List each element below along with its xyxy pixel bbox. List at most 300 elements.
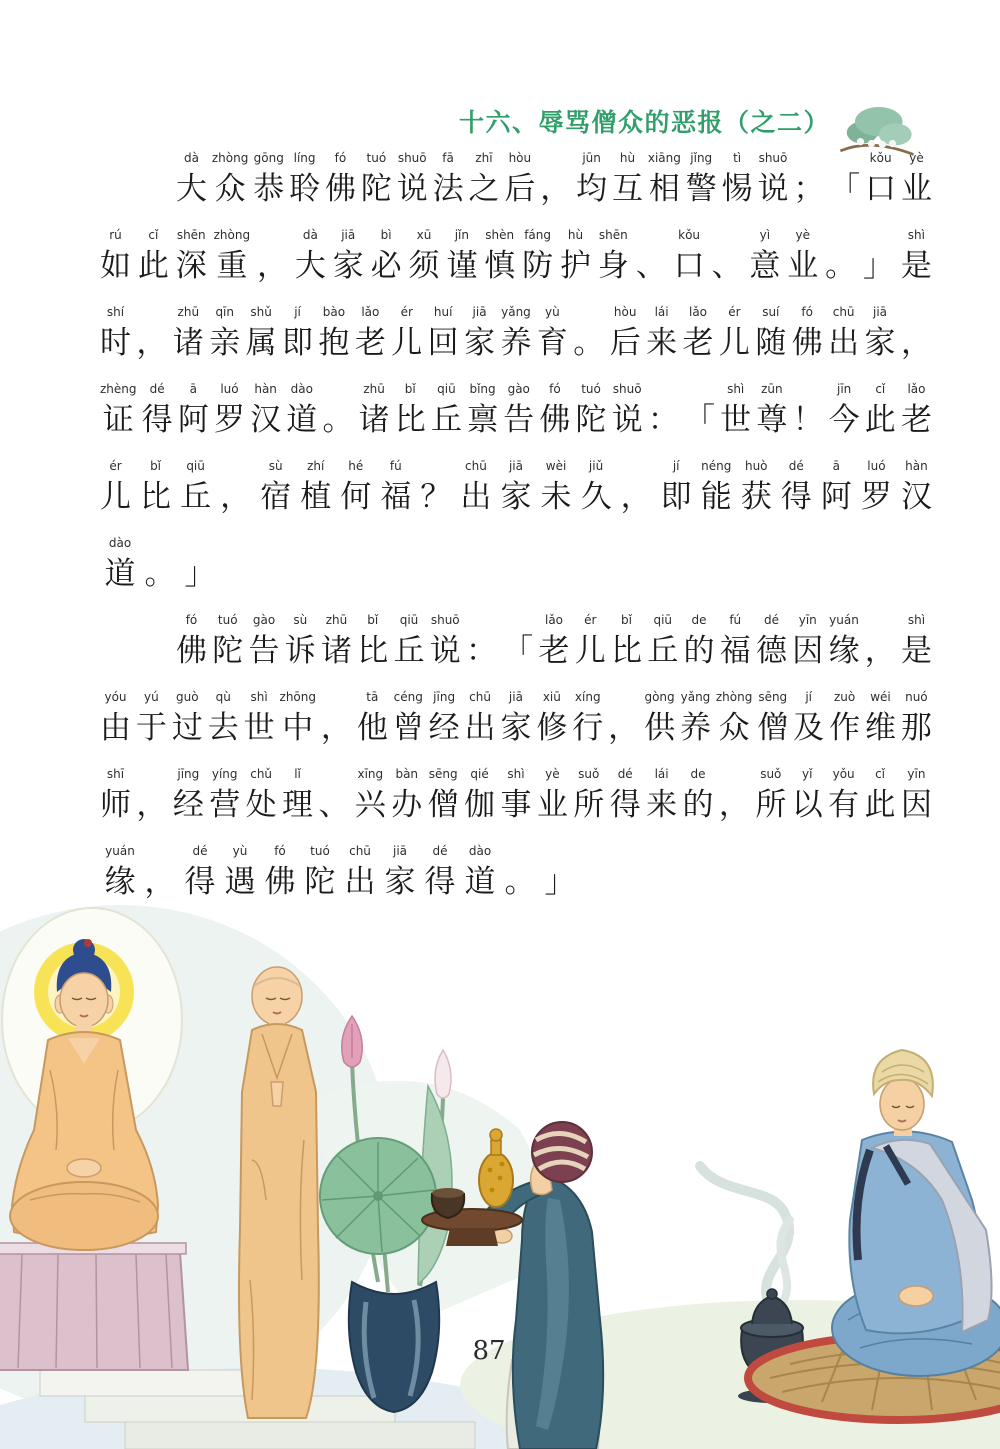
hanzi-character: 老: [682, 325, 714, 361]
hanzi-character: 陀: [360, 171, 392, 207]
hanzi-character: ，: [256, 248, 288, 284]
hanzi-character: 作: [829, 710, 861, 746]
hanzi-character: 福: [380, 479, 412, 515]
hanzi-with-pinyin: [610, 766, 641, 828]
hanzi-with-pinyin: [209, 766, 240, 828]
pinyin-annotation: zhū: [177, 305, 200, 319]
pinyin-annotation: shì: [250, 690, 268, 704]
pinyin-annotation: suǒ: [760, 767, 782, 781]
hanzi-with-pinyin: [560, 227, 591, 289]
hanzi-with-pinyin: [901, 766, 932, 828]
pinyin-annotation: hù: [619, 151, 636, 165]
hanzi-character: 家: [500, 710, 532, 746]
hanzi-character: 。: [825, 248, 857, 284]
hanzi-with-pinyin: [428, 304, 459, 366]
text-line: [100, 612, 932, 689]
pinyin-annotation: jīng: [177, 767, 200, 781]
hanzi-character: 证: [102, 402, 134, 438]
pinyin-annotation: xiū: [542, 690, 561, 704]
pinyin-annotation: qié: [470, 767, 489, 781]
hanzi-character: 他: [356, 710, 388, 746]
hanzi-character: 佛: [539, 402, 571, 438]
hanzi-character: 大: [294, 248, 326, 284]
hanzi-character: 出: [828, 325, 860, 361]
pinyin-annotation: xū: [416, 228, 432, 242]
hanzi-character: 因: [792, 633, 824, 669]
pinyin-annotation: dào: [290, 382, 313, 396]
hanzi-with-pinyin: [280, 689, 316, 751]
hanzi-with-pinyin: [138, 227, 169, 289]
pinyin-annotation: hàn: [254, 382, 277, 396]
hanzi-character: 修: [536, 710, 568, 746]
hanzi-with-pinyin: [504, 150, 535, 212]
hanzi-character: 业: [900, 171, 932, 207]
hanzi-character: 聆: [289, 171, 321, 207]
pinyin-annotation: tuó: [310, 844, 330, 858]
pinyin-annotation: chū: [465, 459, 487, 473]
punctuation-mark: [140, 843, 180, 905]
hanzi-with-pinyin: [572, 689, 603, 751]
pinyin-annotation: fó: [185, 613, 198, 627]
hanzi-character: 何: [340, 479, 372, 515]
pinyin-annotation: luó: [220, 382, 239, 396]
hanzi-with-pinyin: [467, 381, 498, 443]
hanzi-character: 告: [248, 633, 280, 669]
punctuation-mark: [719, 766, 750, 828]
pinyin-annotation: fó: [334, 151, 347, 165]
hanzi-with-pinyin: [176, 612, 207, 674]
pinyin-annotation: chū: [349, 844, 371, 858]
hanzi-character: 以: [791, 787, 823, 823]
pinyin-annotation: jí: [805, 690, 812, 704]
hanzi-with-pinyin: [755, 304, 786, 366]
hanzi-with-pinyin: [757, 689, 788, 751]
hanzi-character: 诸: [358, 402, 390, 438]
hanzi-with-pinyin: [464, 766, 495, 828]
pinyin-annotation: yíng: [211, 767, 238, 781]
pinyin-annotation: hé: [348, 459, 364, 473]
punctuation-mark: [711, 227, 742, 289]
hanzi-with-pinyin: [720, 381, 751, 443]
hanzi-character: 此: [864, 787, 896, 823]
pinyin-annotation: fā: [442, 151, 454, 165]
hanzi-with-pinyin: [142, 381, 173, 443]
hanzi-character: 「: [684, 402, 716, 438]
hanzi-with-pinyin: [100, 766, 131, 828]
pinyin-annotation: zhòng: [213, 228, 251, 242]
pinyin-annotation: shēn: [176, 228, 206, 242]
hanzi-character: 口: [865, 171, 897, 207]
pinyin-annotation: gōng: [253, 151, 284, 165]
punctuation-mark: [684, 381, 715, 443]
hanzi-character: 说: [611, 402, 643, 438]
text-line: [100, 381, 932, 458]
pinyin-annotation: yīn: [907, 767, 926, 781]
hanzi-with-pinyin: [901, 227, 932, 289]
hanzi-with-pinyin: [100, 381, 137, 443]
hanzi-character: 获: [740, 479, 772, 515]
hanzi-with-pinyin: [701, 458, 732, 520]
hanzi-with-pinyin: [250, 381, 281, 443]
hanzi-with-pinyin: [295, 227, 326, 289]
hanzi-with-pinyin: [429, 689, 460, 751]
hanzi-with-pinyin: [253, 150, 284, 212]
hanzi-character: ：: [466, 633, 497, 669]
hanzi-with-pinyin: [355, 766, 386, 828]
pinyin-annotation: jiā: [341, 228, 356, 242]
hanzi-with-pinyin: [391, 766, 422, 828]
hanzi-with-pinyin: [249, 612, 280, 674]
punctuation-mark: [901, 304, 932, 366]
text-line: [100, 458, 932, 535]
pinyin-annotation: sēng: [758, 690, 788, 704]
punctuation-mark: [825, 227, 856, 289]
hanzi-character: 罗: [213, 402, 245, 438]
hanzi-character: 得: [424, 864, 456, 900]
hanzi-character: 。: [573, 325, 605, 361]
hanzi-character: 养: [679, 710, 711, 746]
pinyin-annotation: yú: [144, 690, 159, 704]
hanzi-with-pinyin: [792, 612, 823, 674]
hanzi-with-pinyin: [395, 381, 426, 443]
pinyin-annotation: zhī: [475, 151, 493, 165]
hanzi-character: 于: [135, 710, 167, 746]
hanzi-with-pinyin: [647, 612, 678, 674]
hanzi-with-pinyin: [661, 458, 692, 520]
hanzi-with-pinyin: [539, 381, 570, 443]
pinyin-annotation: de: [691, 613, 707, 627]
hanzi-with-pinyin: [431, 381, 462, 443]
hanzi-character: 警: [685, 171, 717, 207]
hanzi-character: 陀: [212, 633, 244, 669]
punctuation-mark: [136, 304, 167, 366]
hanzi-with-pinyin: [901, 150, 932, 212]
pinyin-annotation: shèn: [485, 228, 515, 242]
hanzi-character: 业: [536, 787, 568, 823]
punctuation-mark: [502, 612, 533, 674]
hanzi-character: 告: [503, 402, 535, 438]
pinyin-annotation: fú: [729, 613, 742, 627]
hanzi-with-pinyin: [286, 381, 317, 443]
hanzi-with-pinyin: [757, 150, 788, 212]
hanzi-character: 僧: [757, 710, 789, 746]
pinyin-annotation: bǐ: [150, 459, 162, 473]
hanzi-character: 、: [635, 248, 667, 284]
hanzi-character: 儿: [718, 325, 750, 361]
pinyin-annotation: lǎo: [688, 305, 708, 319]
pinyin-annotation: fó: [274, 844, 286, 858]
pinyin-annotation: yǎng: [501, 305, 531, 319]
hanzi-character: 说: [429, 633, 461, 669]
pinyin-annotation: bǐ: [621, 613, 632, 627]
hanzi-with-pinyin: [371, 227, 402, 289]
hanzi-character: 深: [175, 248, 207, 284]
hanzi-with-pinyin: [686, 150, 717, 212]
hanzi-with-pinyin: [391, 304, 422, 366]
hanzi-character: 比: [611, 633, 642, 669]
hanzi-character: 所: [755, 787, 787, 823]
hanzi-character: 道: [464, 864, 496, 900]
hanzi-with-pinyin: [260, 458, 291, 520]
hanzi-with-pinyin: [901, 458, 932, 520]
hanzi-with-pinyin: [716, 689, 752, 751]
pinyin-annotation: jiā: [873, 305, 888, 319]
hanzi-with-pinyin: [503, 381, 534, 443]
pinyin-annotation: huò: [744, 459, 768, 473]
hanzi-character: 比: [394, 402, 426, 438]
hanzi-character: 。: [322, 402, 354, 438]
hanzi-with-pinyin: [828, 304, 859, 366]
hanzi-character: 防: [522, 248, 554, 284]
hanzi-character: 即: [282, 325, 314, 361]
hanzi-character: 能: [700, 479, 732, 515]
hanzi-character: 陀: [575, 402, 607, 438]
hanzi-character: 伽: [464, 787, 496, 823]
pinyin-annotation: jiǔ: [588, 459, 604, 473]
hanzi-with-pinyin: [865, 150, 896, 212]
pinyin-annotation: fó: [549, 382, 561, 396]
hanzi-with-pinyin: [829, 381, 860, 443]
hanzi-with-pinyin: [100, 689, 131, 751]
hanzi-character: 「: [502, 633, 534, 669]
hanzi-with-pinyin: [300, 458, 331, 520]
hanzi-with-pinyin: [321, 612, 352, 674]
hanzi-with-pinyin: [214, 227, 250, 289]
punctuation-mark: [322, 381, 353, 443]
pinyin-annotation: fú: [389, 459, 402, 473]
hanzi-with-pinyin: [172, 689, 203, 751]
hanzi-with-pinyin: [755, 766, 786, 828]
pinyin-annotation: shuō: [612, 382, 642, 396]
pinyin-annotation: qiū: [186, 459, 205, 473]
hanzi-with-pinyin: [464, 304, 495, 366]
hanzi-with-pinyin: [357, 689, 388, 751]
hanzi-character: 植: [300, 479, 332, 515]
pinyin-annotation: sēng: [428, 767, 458, 781]
punctuation-mark: [420, 458, 451, 520]
hanzi-with-pinyin: [573, 766, 604, 828]
hanzi-character: 均: [576, 171, 608, 207]
hanzi-character: ；: [793, 171, 825, 207]
text-line: [100, 150, 932, 227]
hanzi-character: 时: [100, 325, 131, 361]
punctuation-mark: [865, 612, 896, 674]
hanzi-character: 互: [611, 171, 643, 207]
hanzi-character: 慎: [484, 248, 516, 284]
hanzi-character: 丘: [430, 402, 462, 438]
hanzi-character: 回: [427, 325, 459, 361]
pinyin-annotation: shī: [106, 767, 125, 781]
hanzi-character: 经: [428, 710, 460, 746]
hanzi-character: 后: [609, 325, 641, 361]
pinyin-annotation: yù: [232, 844, 248, 858]
hanzi-character: 久: [580, 479, 612, 515]
hanzi-with-pinyin: [176, 150, 207, 212]
pinyin-annotation: suí: [762, 305, 780, 319]
hanzi-with-pinyin: [208, 689, 239, 751]
pinyin-annotation: lǎo: [907, 382, 926, 396]
pinyin-annotation: xiāng: [647, 151, 681, 165]
pinyin-annotation: bào: [322, 305, 346, 319]
hanzi-character: 世: [720, 402, 752, 438]
hanzi-character: 意: [749, 248, 781, 284]
hanzi-with-pinyin: [380, 843, 420, 905]
hanzi-with-pinyin: [756, 612, 787, 674]
pinyin-annotation: qù: [215, 690, 231, 704]
pinyin-annotation: tì: [733, 151, 742, 165]
hanzi-with-pinyin: [793, 689, 824, 751]
hanzi-character: ，: [136, 787, 168, 823]
hanzi-character: 惕: [721, 171, 753, 207]
pinyin-annotation: zhòng: [211, 151, 249, 165]
hanzi-with-pinyin: [100, 304, 131, 366]
hanzi-character: ，: [620, 479, 652, 515]
hanzi-character: ，: [320, 710, 352, 746]
hanzi-character: 家: [384, 864, 416, 900]
hanzi-with-pinyin: [357, 612, 388, 674]
hanzi-with-pinyin: [394, 612, 425, 674]
hanzi-with-pinyin: [722, 150, 753, 212]
hanzi-with-pinyin: [325, 150, 356, 212]
hanzi-character: 身: [597, 248, 629, 284]
pinyin-annotation: chū: [832, 305, 855, 319]
hanzi-character: 属: [245, 325, 277, 361]
pinyin-annotation: shí: [106, 305, 125, 319]
punctuation-mark: [220, 458, 251, 520]
hanzi-with-pinyin: [541, 458, 572, 520]
hanzi-character: 家: [500, 479, 532, 515]
punctuation-mark: [608, 689, 639, 751]
pinyin-annotation: bǐng: [469, 382, 496, 396]
hanzi-with-pinyin: [340, 843, 380, 905]
hanzi-with-pinyin: [749, 227, 780, 289]
hanzi-character: 「: [829, 171, 861, 207]
hanzi-with-pinyin: [644, 689, 675, 751]
hanzi-character: 兴: [354, 787, 386, 823]
pinyin-annotation: jǐn: [454, 228, 469, 242]
hanzi-character: 缘: [104, 864, 136, 900]
hanzi-character: 得: [141, 402, 173, 438]
pinyin-annotation: ér: [728, 305, 741, 319]
hanzi-with-pinyin: [180, 843, 220, 905]
hanzi-character: 众: [718, 710, 750, 746]
pinyin-annotation: gòng: [644, 690, 675, 704]
pinyin-annotation: fó: [801, 305, 813, 319]
smoke-icon: [700, 1166, 789, 1308]
hanzi-with-pinyin: [781, 458, 812, 520]
pinyin-annotation: rú: [109, 228, 122, 242]
pinyin-annotation: yuán: [829, 613, 859, 627]
hanzi-with-pinyin: [500, 766, 531, 828]
hanzi-character: 护: [559, 248, 591, 284]
hanzi-character: 汉: [900, 479, 932, 515]
hanzi-with-pinyin: [484, 227, 515, 289]
punctuation-mark: [792, 381, 823, 443]
hanzi-with-pinyin: [865, 689, 896, 751]
hanzi-with-pinyin: [100, 535, 140, 597]
text-body: [100, 150, 932, 920]
hanzi-with-pinyin: [420, 843, 460, 905]
pinyin-annotation: shì: [507, 767, 525, 781]
pinyin-annotation: cǐ: [148, 228, 159, 242]
hanzi-with-pinyin: [611, 612, 642, 674]
hanzi-character: 未: [540, 479, 572, 515]
hanzi-with-pinyin: [829, 612, 860, 674]
hanzi-character: 是: [900, 248, 932, 284]
punctuation-mark: [136, 766, 167, 828]
hanzi-with-pinyin: [285, 612, 316, 674]
pinyin-annotation: dà: [184, 151, 199, 165]
hanzi-character: 必: [370, 248, 402, 284]
hanzi-with-pinyin: [792, 766, 823, 828]
hanzi-character: 养: [500, 325, 532, 361]
hanzi-with-pinyin: [539, 612, 570, 674]
hanzi-with-pinyin: [140, 458, 171, 520]
hanzi-with-pinyin: [646, 304, 677, 366]
hanzi-character: 是: [901, 633, 932, 669]
pinyin-annotation: de: [690, 767, 706, 781]
hanzi-with-pinyin: [100, 843, 140, 905]
hanzi-character: 出: [464, 710, 496, 746]
hanzi-with-pinyin: [861, 458, 892, 520]
hanzi-character: 陀: [304, 864, 336, 900]
pinyin-annotation: yè: [545, 767, 560, 781]
hanzi-with-pinyin: [361, 150, 392, 212]
hanzi-character: 处: [245, 787, 277, 823]
hanzi-character: 佛: [264, 864, 296, 900]
punctuation-mark: [540, 150, 571, 212]
hanzi-character: 出: [344, 864, 376, 900]
hanzi-character: 丘: [647, 633, 679, 669]
hanzi-character: 诸: [172, 325, 204, 361]
pinyin-annotation: jīng: [433, 690, 456, 704]
pinyin-annotation: zhèng: [100, 382, 137, 396]
pinyin-annotation: dé: [432, 844, 448, 858]
text-line: [100, 689, 932, 766]
hanzi-character: 。: [504, 864, 536, 900]
pinyin-annotation: bǐ: [367, 613, 379, 627]
hanzi-with-pinyin: [536, 689, 567, 751]
pinyin-annotation: kǒu: [678, 228, 701, 242]
pinyin-annotation: luó: [867, 459, 886, 473]
pinyin-annotation: zhū: [363, 382, 385, 396]
pinyin-annotation: chū: [469, 690, 491, 704]
hanzi-with-pinyin: [576, 150, 607, 212]
pinyin-annotation: kǒu: [869, 151, 892, 165]
chapter-header: [459, 96, 918, 146]
pinyin-annotation: yè: [795, 228, 810, 242]
text-line: [100, 304, 932, 381]
hanzi-character: 儿: [391, 325, 423, 361]
hanzi-character: 办: [391, 787, 423, 823]
punctuation-mark: [863, 227, 894, 289]
pinyin-annotation: lǎo: [544, 613, 564, 627]
pinyin-annotation: bǐ: [404, 382, 416, 396]
hanzi-character: 佛: [791, 325, 823, 361]
pinyin-annotation: zhòng: [715, 690, 753, 704]
hanzi-character: 此: [864, 402, 896, 438]
pinyin-annotation: lái: [654, 767, 669, 781]
hanzi-character: 因: [900, 787, 932, 823]
hanzi-with-pinyin: [300, 843, 340, 905]
pinyin-annotation: yù: [545, 305, 560, 319]
pinyin-annotation: zuò: [833, 690, 856, 704]
hanzi-character: 得: [609, 787, 641, 823]
hanzi-with-pinyin: [901, 689, 932, 751]
hanzi-character: 说: [396, 171, 428, 207]
pinyin-annotation: ā: [832, 459, 841, 473]
pinyin-annotation: fáng: [524, 228, 551, 242]
